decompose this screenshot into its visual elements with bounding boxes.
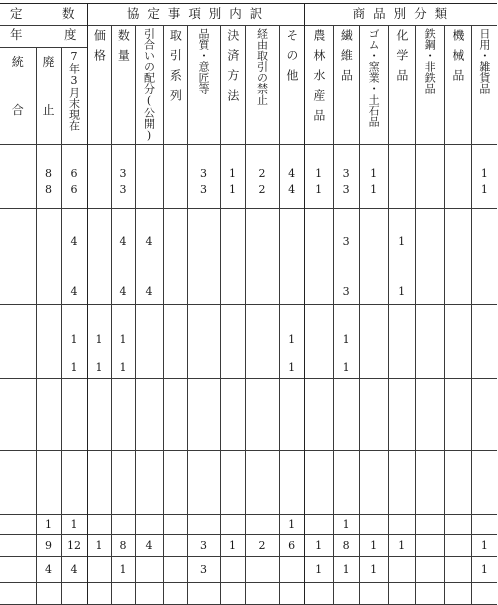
cell-value: 1 — [229, 538, 237, 552]
cell-tekko — [415, 451, 444, 515]
column-header-tougou-top: 統 — [11, 55, 24, 70]
cell-tekko — [415, 379, 444, 451]
cell-torihiki — [163, 557, 187, 583]
column-header-kakaku-label: 価格 — [92, 29, 107, 69]
table-group-row — [0, 379, 497, 451]
cell-suryo — [111, 305, 135, 379]
cell-genzai — [61, 379, 87, 451]
cell-value: 1 — [398, 285, 406, 298]
agreement-statistics-table — [0, 3, 497, 605]
column-header-haibun — [135, 26, 163, 145]
cell-kikai — [444, 451, 471, 515]
cell-kikai — [444, 515, 471, 535]
cell-value: 1 — [95, 538, 103, 552]
column-header-gomu — [359, 26, 388, 145]
cell-value: 4 — [70, 235, 78, 248]
column-header-seni-label: 繊維品 — [339, 29, 354, 89]
column-header-genzai-label: 7年3月末現在 — [67, 50, 81, 132]
column-header-norin-label: 農林水産品 — [311, 29, 326, 129]
cell-haishi — [36, 557, 61, 583]
cell-kikai — [444, 557, 471, 583]
cell-value: 1 — [342, 361, 350, 374]
cell-tekko — [415, 515, 444, 535]
column-header-kessai-label: 決済方法 — [225, 29, 240, 109]
column-header-keiyu-label: 経由取引の禁止 — [255, 28, 269, 105]
column-header-haishi-top: 廃 — [42, 55, 55, 70]
column-header-haibun-label: 引合いの配分(公開) — [142, 28, 156, 142]
cell-kakaku — [87, 305, 111, 379]
cell-kagaku — [388, 557, 415, 583]
cell-haibun — [135, 209, 163, 305]
cell-kikai — [444, 145, 471, 209]
cell-tougou — [0, 379, 36, 451]
cell-kakaku — [87, 379, 111, 451]
column-header-kakaku — [87, 26, 111, 145]
cell-kagaku — [388, 379, 415, 451]
column-header-suryo — [111, 26, 135, 145]
cell-kessai — [220, 557, 245, 583]
column-header-kikai — [444, 26, 471, 145]
cell-nichiyo — [471, 451, 497, 515]
column-header-kagaku-label: 化学品 — [394, 29, 409, 89]
cell-value: 1 — [315, 562, 323, 576]
cell-kessai — [220, 145, 245, 209]
cell-value: 4 — [70, 285, 78, 298]
cell-value: 2 — [258, 183, 266, 196]
cell-kessai — [220, 305, 245, 379]
column-header-torihiki-label: 取引系列 — [168, 29, 183, 109]
cell-value: 1 — [119, 333, 127, 346]
cell-value: 1 — [342, 517, 350, 531]
cell-genzai — [61, 451, 87, 515]
cell-seni — [333, 451, 359, 515]
cell-value: 3 — [119, 183, 127, 196]
column-header-haishi — [36, 48, 61, 145]
column-header-tougou — [0, 48, 36, 145]
cell-value: 4 — [145, 538, 153, 552]
cell-suryo — [111, 209, 135, 305]
column-header-kagaku — [388, 26, 415, 145]
cell-value: 3 — [200, 167, 208, 180]
cell-value: 8 — [45, 167, 52, 180]
cell-hinshitsu — [187, 515, 220, 535]
header-year-label — [0, 26, 87, 48]
cell-suryo — [111, 515, 135, 535]
cell-tougou — [0, 209, 36, 305]
cell-value: 1 — [229, 167, 237, 180]
cell-kakaku — [87, 451, 111, 515]
cell-value: 8 — [119, 538, 127, 552]
cell-value: 3 — [200, 562, 208, 576]
cell-value: 1 — [45, 517, 52, 531]
cell-tougou — [0, 557, 36, 583]
cell-haishi — [36, 305, 61, 379]
cell-sonota — [279, 535, 304, 557]
cell-kessai — [220, 209, 245, 305]
table-group-row — [0, 145, 497, 209]
cell-nichiyo — [471, 515, 497, 535]
cell-value: 1 — [342, 333, 350, 346]
cell-kagaku — [388, 535, 415, 557]
cell-keiyu — [245, 557, 279, 583]
cell-value: 1 — [288, 361, 296, 374]
cell-keiyu — [245, 145, 279, 209]
header-year-group — [0, 4, 87, 26]
cell-norin — [304, 451, 333, 515]
cell-gomu — [359, 379, 388, 451]
cell-value: 2 — [258, 538, 266, 552]
cell-suryo — [111, 557, 135, 583]
column-header-tekko-label: 鉄鋼・非鉄品 — [423, 28, 437, 94]
cell-tougou — [0, 515, 36, 535]
cell-kakaku — [87, 515, 111, 535]
cell-sonota — [279, 451, 304, 515]
cell-haibun — [135, 515, 163, 535]
cell-torihiki — [163, 209, 187, 305]
cell-seni — [333, 379, 359, 451]
cell-kessai — [220, 515, 245, 535]
cell-tougou — [0, 305, 36, 379]
cell-hinshitsu — [187, 145, 220, 209]
cell-genzai — [61, 145, 87, 209]
cell-hinshitsu — [187, 379, 220, 451]
table-row — [0, 515, 497, 535]
cell-haibun — [135, 557, 163, 583]
cell-norin — [304, 379, 333, 451]
cell-value: 1 — [398, 538, 406, 552]
cell-haishi — [36, 145, 61, 209]
cell-value: 2 — [258, 167, 266, 180]
cell-hinshitsu — [187, 451, 220, 515]
cell-value: 4 — [288, 167, 296, 180]
header-agreement-group: 協 定 事 項 別 内 訳 — [87, 4, 304, 26]
cell-tougou — [0, 535, 36, 557]
column-header-hinshitsu-label: 品質・意匠等 — [197, 28, 211, 94]
cell-value: 6 — [70, 183, 78, 196]
column-header-gomu-label: ゴム・窯業・土石品 — [367, 28, 381, 127]
cell-value: 4 — [70, 562, 78, 576]
header-year-label-right: 度 — [64, 27, 77, 42]
column-header-sonota — [279, 26, 304, 145]
cell-sonota — [279, 209, 304, 305]
table-group-row — [0, 305, 497, 379]
cell-tougou — [0, 145, 36, 209]
cell-value: 1 — [119, 562, 127, 576]
cell-nichiyo — [471, 557, 497, 583]
cell-keiyu — [245, 305, 279, 379]
cell-norin — [304, 515, 333, 535]
cell-value: 3 — [342, 183, 350, 196]
cell-seni — [333, 305, 359, 379]
cell-kagaku — [388, 451, 415, 515]
cell-value: 12 — [67, 538, 82, 552]
cell-genzai — [61, 557, 87, 583]
cell-value: 4 — [288, 183, 296, 196]
cell-value: 1 — [370, 167, 378, 180]
cell-gomu — [359, 451, 388, 515]
cell-value: 1 — [398, 235, 406, 248]
cell-value: 1 — [119, 361, 127, 374]
table-group-row — [0, 451, 497, 515]
cell-genzai — [61, 305, 87, 379]
column-header-kessai — [220, 26, 245, 145]
cell-keiyu — [245, 379, 279, 451]
cell-tekko — [415, 535, 444, 557]
cell-gomu — [359, 209, 388, 305]
cell-value: 1 — [480, 562, 488, 576]
cell-torihiki — [163, 451, 187, 515]
cell-hinshitsu — [187, 535, 220, 557]
cell-hinshitsu — [187, 557, 220, 583]
cell-value: 9 — [45, 538, 52, 552]
cell-nichiyo — [471, 145, 497, 209]
cell-value: 1 — [480, 538, 488, 552]
cell-tekko — [415, 209, 444, 305]
cell-value: 1 — [370, 183, 378, 196]
cell-gomu — [359, 515, 388, 535]
cell-gomu — [359, 535, 388, 557]
cell-value: 8 — [342, 538, 350, 552]
cell-value: 1 — [315, 538, 323, 552]
cell-value: 3 — [342, 285, 350, 298]
cell-seni — [333, 535, 359, 557]
cell-keiyu — [245, 535, 279, 557]
cell-sonota — [279, 515, 304, 535]
cell-value: 1 — [229, 183, 237, 196]
cell-torihiki — [163, 145, 187, 209]
cell-haibun — [135, 451, 163, 515]
cell-gomu — [359, 557, 388, 583]
cell-value: 1 — [315, 183, 323, 196]
cell-keiyu — [245, 209, 279, 305]
cell-value: 1 — [370, 538, 378, 552]
cell-value: 3 — [200, 183, 208, 196]
cell-value: 6 — [70, 167, 78, 180]
cell-value: 1 — [480, 167, 488, 180]
cell-kikai — [444, 379, 471, 451]
cell-seni — [333, 209, 359, 305]
cell-tekko — [415, 305, 444, 379]
cell-haishi — [36, 379, 61, 451]
cell-kessai — [220, 535, 245, 557]
cell-suryo — [111, 535, 135, 557]
column-header-nichiyo-label: 日用・雑貨品 — [477, 28, 491, 94]
cell-suryo — [111, 451, 135, 515]
cell-haibun — [135, 379, 163, 451]
cell-value: 1 — [70, 361, 78, 374]
column-header-suryo-label: 数量 — [116, 29, 131, 69]
cell-torihiki — [163, 535, 187, 557]
column-header-torihiki — [163, 26, 187, 145]
cell-value: 3 — [200, 538, 208, 552]
cell-haishi — [36, 535, 61, 557]
cell-norin — [304, 145, 333, 209]
cell-value: 3 — [342, 235, 350, 248]
cell-tekko — [415, 557, 444, 583]
cell-norin — [304, 535, 333, 557]
cell-kikai — [444, 305, 471, 379]
cell-kagaku — [388, 305, 415, 379]
cell-sonota — [279, 557, 304, 583]
cell-value: 1 — [370, 562, 378, 576]
cell-value: 8 — [45, 183, 52, 196]
cell-gomu — [359, 145, 388, 209]
cell-kikai — [444, 209, 471, 305]
cell-value: 1 — [315, 167, 323, 180]
cell-torihiki — [163, 515, 187, 535]
cell-haishi — [36, 451, 61, 515]
cell-nichiyo — [471, 305, 497, 379]
column-header-hinshitsu — [187, 26, 220, 145]
cell-tekko — [415, 145, 444, 209]
header-year-group-right: 数 — [62, 6, 77, 22]
cell-tougou — [0, 451, 36, 515]
cell-value: 4 — [145, 285, 153, 298]
cell-kessai — [220, 379, 245, 451]
cell-gomu — [359, 305, 388, 379]
cell-value: 1 — [288, 333, 296, 346]
column-header-tougou-bottom: 合 — [11, 103, 24, 118]
column-header-keiyu — [245, 26, 279, 145]
column-header-seni — [333, 26, 359, 145]
cell-value: 1 — [342, 562, 350, 576]
table-row — [0, 535, 497, 557]
cell-seni — [333, 557, 359, 583]
cell-value: 1 — [95, 333, 103, 346]
cell-nichiyo — [471, 379, 497, 451]
cell-haibun — [135, 145, 163, 209]
column-header-genzai — [61, 48, 87, 145]
cell-value: 6 — [288, 538, 296, 552]
cell-torihiki — [163, 305, 187, 379]
cell-kakaku — [87, 145, 111, 209]
cell-hinshitsu — [187, 209, 220, 305]
cell-norin — [304, 209, 333, 305]
cell-norin — [304, 305, 333, 379]
cell-torihiki — [163, 379, 187, 451]
cell-kagaku — [388, 145, 415, 209]
cell-value: 1 — [288, 517, 296, 531]
cell-haibun — [135, 535, 163, 557]
cell-keiyu — [245, 451, 279, 515]
cell-suryo — [111, 379, 135, 451]
cell-seni — [333, 515, 359, 535]
cell-kakaku — [87, 557, 111, 583]
cell-value: 1 — [70, 333, 78, 346]
column-header-norin — [304, 26, 333, 145]
cell-value: 1 — [480, 183, 488, 196]
cell-value: 3 — [119, 167, 127, 180]
cell-haibun — [135, 305, 163, 379]
cell-value: 1 — [95, 361, 103, 374]
header-commodity-group: 商 品 別 分 類 — [304, 4, 497, 26]
cell-sonota — [279, 145, 304, 209]
cell-sonota — [279, 305, 304, 379]
header-year-label-left: 年 — [10, 27, 23, 42]
column-header-haishi-bottom: 止 — [42, 103, 55, 118]
cell-seni — [333, 145, 359, 209]
cell-value: 4 — [145, 235, 153, 248]
cell-kagaku — [388, 209, 415, 305]
table-row — [0, 557, 497, 583]
cell-kakaku — [87, 209, 111, 305]
column-header-nichiyo — [471, 26, 497, 145]
cell-genzai — [61, 535, 87, 557]
header-year-group-left: 定 — [10, 6, 25, 22]
cell-genzai — [61, 209, 87, 305]
column-header-tekko — [415, 26, 444, 145]
cell-norin — [304, 557, 333, 583]
cell-genzai — [61, 515, 87, 535]
cell-nichiyo — [471, 535, 497, 557]
cell-kakaku — [87, 535, 111, 557]
cell-value: 1 — [70, 517, 78, 531]
cell-value: 4 — [119, 235, 127, 248]
cell-value: 3 — [342, 167, 350, 180]
column-header-kikai-label: 機械品 — [450, 29, 465, 89]
cell-suryo — [111, 145, 135, 209]
cell-haishi — [36, 515, 61, 535]
cell-sonota — [279, 379, 304, 451]
cell-hinshitsu — [187, 305, 220, 379]
cell-keiyu — [245, 515, 279, 535]
cell-value: 4 — [45, 562, 52, 576]
cell-haishi — [36, 209, 61, 305]
table-group-row — [0, 209, 497, 305]
column-header-sonota-label: その他 — [284, 29, 299, 89]
cell-kessai — [220, 451, 245, 515]
cell-value: 4 — [119, 285, 127, 298]
cell-kagaku — [388, 515, 415, 535]
cell-kikai — [444, 535, 471, 557]
cell-nichiyo — [471, 209, 497, 305]
